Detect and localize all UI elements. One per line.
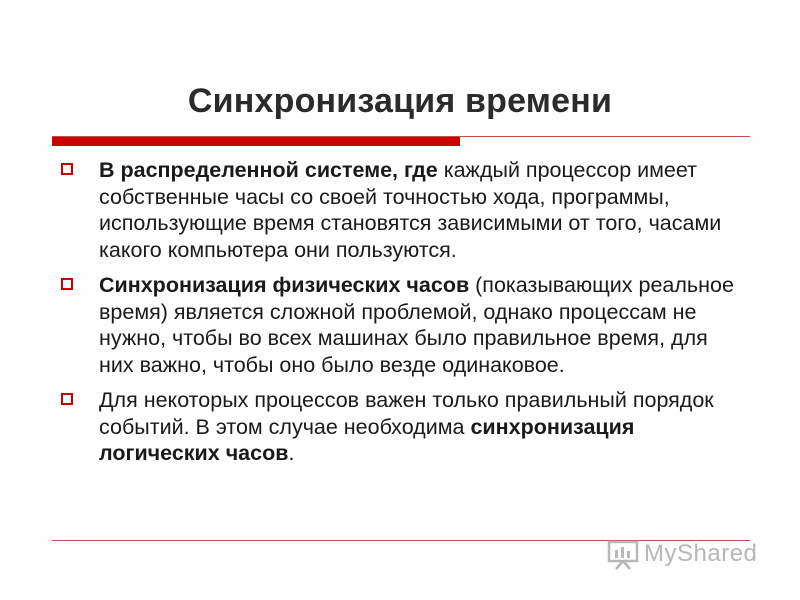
bullet-square-icon [61,393,73,405]
bullet-text: (показывающих реальное время) является сложной проблемой, однако процессам не нужно, чтобы во всех машинах было правильное время, для них важно, чтобы оно было везде одинаковое. [99,273,734,377]
bullet-bold-text: В распределенной системе, где [99,158,438,182]
bullet-bold-text: синхронизация логических часов [99,414,635,465]
bullet-item [60,387,740,467]
watermark-text: MyShared [644,540,758,567]
bullet-item [60,272,740,378]
bullet-item [60,157,740,263]
watermark-logo [606,536,757,572]
bullet-list [60,157,740,476]
slide-title: Синхронизация времени [187,82,613,120]
bullet-text: каждый процессор имеет собственные часы со своей точностью хода, программы, использующие время становятся зависимыми от того, часами какого компьютера они пользуются. [99,158,722,262]
bullet-square-icon [61,163,73,175]
presentation-board-icon [606,537,640,571]
bullet-text: Для некоторых процессов важен только правильный порядок событий. В этом случае необходима [99,388,714,439]
bullet-bold-text: Синхронизация физических часов [99,273,470,297]
bullet-text-end: . [288,441,295,465]
title-underline-accent [52,137,460,146]
bullet-square-icon [61,278,73,290]
